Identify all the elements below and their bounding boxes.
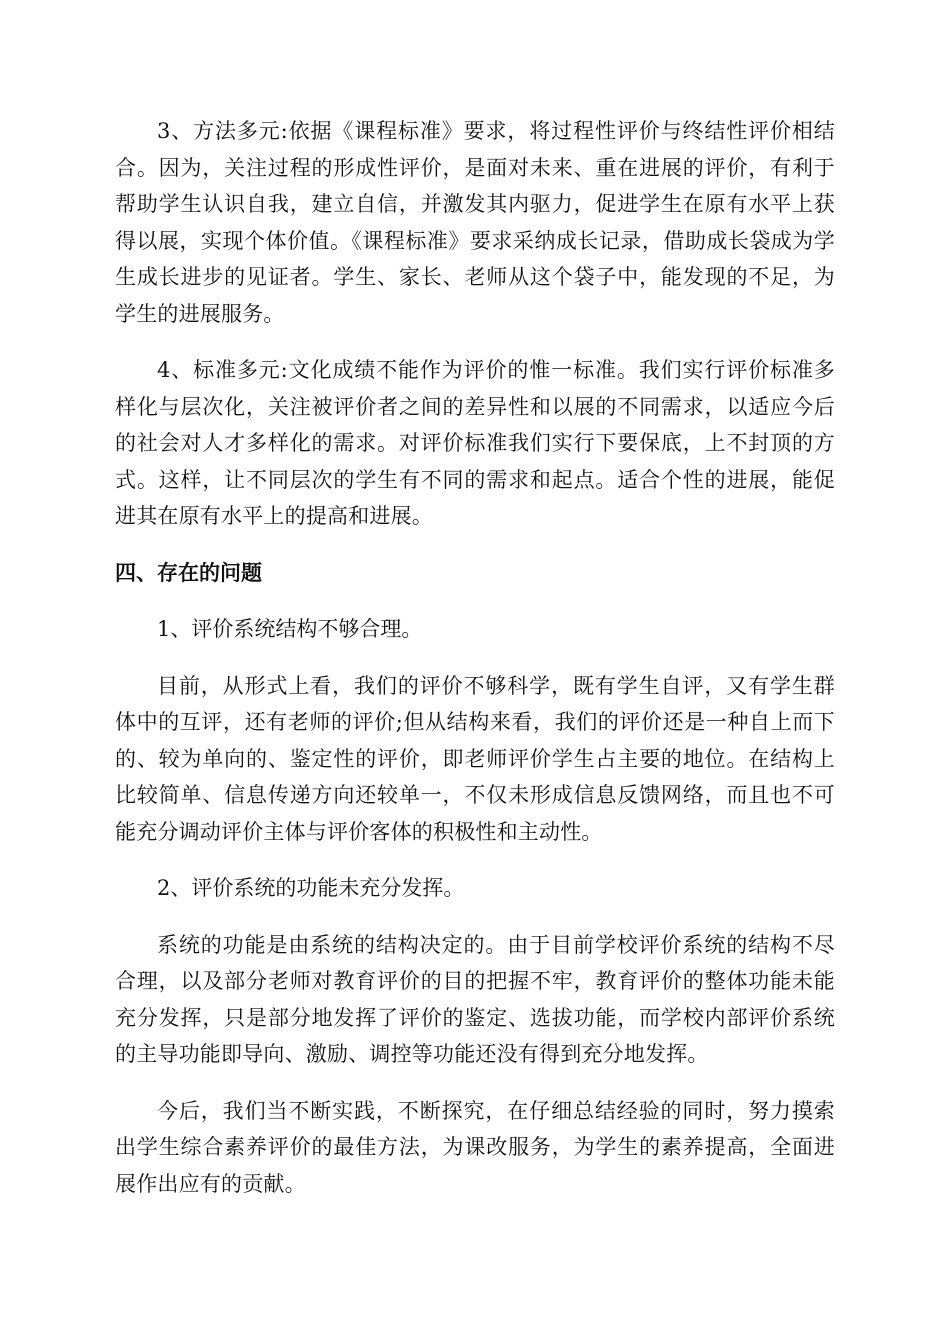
paragraph-method-diversity: 3、方法多元:依据《课程标准》要求，将过程性评价与终结性评价相结合。因为，关注过程的形成性评价，是面对未来、重在进展的评价，有利于帮助学生认识自我，建立自信，并激发其内驱力，促进学生在原有水平上获得以展，实现个体价值。《课程标准》要求采纳成长记录，借助成长袋成为学生成长进步的见证者。学生、家长、老师从这个袋子中，能发现的不足，为学生的进展服务。 xyxy=(115,119,835,326)
problem-1-title: 1、评价系统结构不够合理。 xyxy=(157,617,423,641)
problem-1-body: 目前，从形式上看，我们的评价不够科学，既有学生自评，又有学生群体中的互评，还有老师的评价;但从结构来看，我们的评价还是一种自上而下的、较为单向的、鉴定性的评价，即老师评价学生占主要的地位。在结构上比较简单、信息传递方向还较单一，不仅未形成信息反馈网络，而且也不可能充分调动评价主体与评价客体的积极性和主动性。 xyxy=(115,673,835,844)
paragraph-standard-diversity: 4、标准多元:文化成绩不能作为评价的惟一标准。我们实行评价标准多样化与层次化，关注被评价者之间的差异性和以展的不同需求，以适应今后的社会对人才多样化的需求。对评价标准我们实行下要保底，上不封顶的方式。这样，让不同层次的学生有不同的需求和起点。适合个性的进展，能促进其在原有水平上的提高和进展。 xyxy=(115,358,835,528)
section-heading-problems: 四、存在的问题 xyxy=(115,560,262,585)
problem-2-body: 系统的功能是由系统的结构决定的。由于目前学校评价系统的结构不尽合理，以及部分老师对教育评价的目的把握不牢，教育评价的整体功能未能充分发挥，只是部分地发挥了评价的鉴定、选拔功能，而学校内部评价系统的主导功能即导向、激励、调控等功能还没有得到充分地发挥。 xyxy=(115,932,835,1066)
problem-2-title: 2、评价系统的功能未充分发挥。 xyxy=(157,876,465,900)
document-page xyxy=(115,113,835,1202)
closing-paragraph: 今后，我们当不断实践，不断探究，在仔细总结经验的同时，努力摸索出学生综合素养评价的最佳方法，为课改服务，为学生的素养提高，全面进展作出应有的贡献。 xyxy=(115,1098,835,1196)
